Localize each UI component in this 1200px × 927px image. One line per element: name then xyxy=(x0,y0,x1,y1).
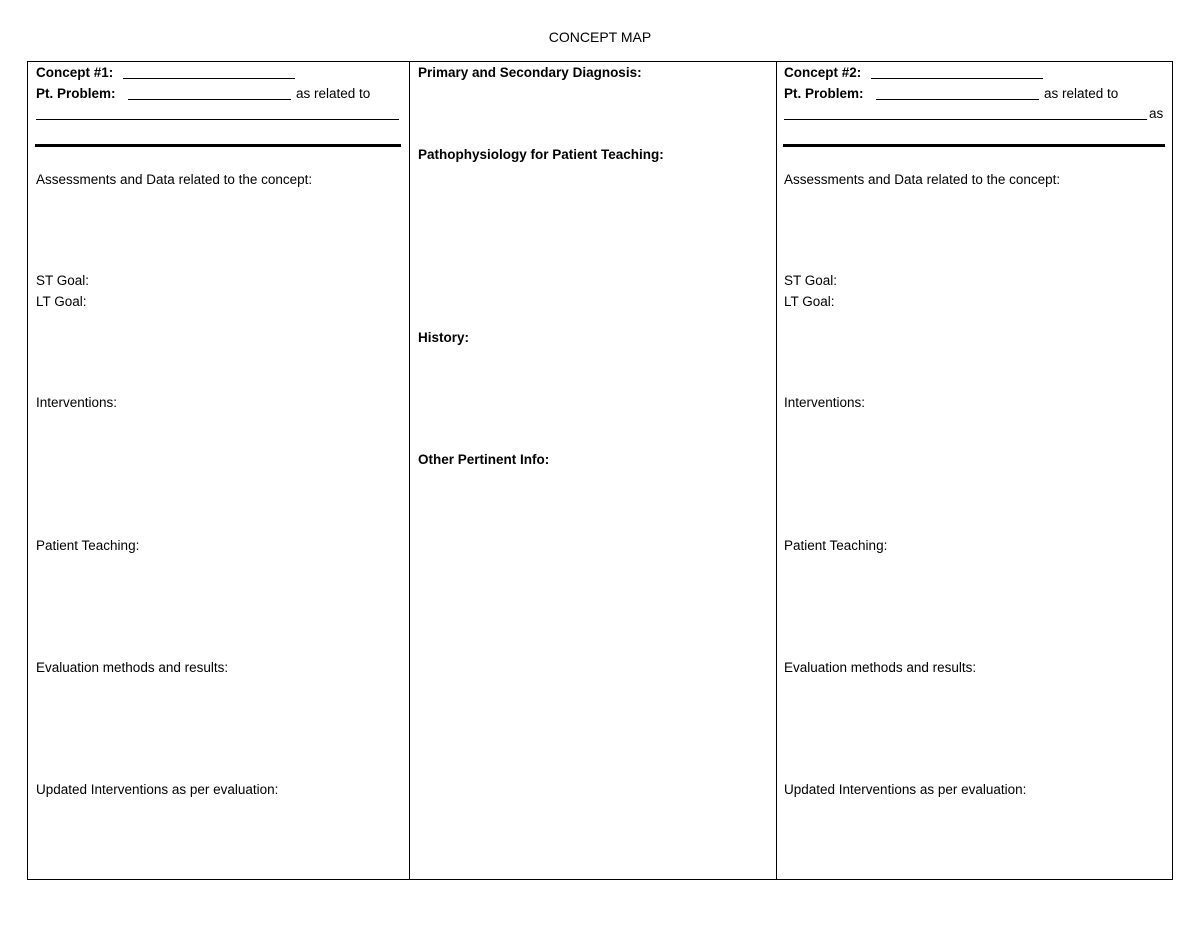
concept-1-st-goal-label: ST Goal: xyxy=(36,273,90,288)
concept-2-related-blank[interactable] xyxy=(784,119,1147,120)
concept-2-problem-label: Pt. Problem: xyxy=(784,86,864,101)
page-title: CONCEPT MAP xyxy=(548,29,652,45)
concept-1-divider xyxy=(35,144,401,147)
concept-2-interventions-label: Interventions: xyxy=(784,395,866,410)
concept-1-blank[interactable] xyxy=(123,78,295,79)
concept-2-label: Concept #2: xyxy=(784,65,862,80)
concept-1-problem-label: Pt. Problem: xyxy=(36,86,116,101)
concept-2-problem-blank[interactable] xyxy=(876,99,1039,100)
concept-1-updated-interventions-label: Updated Interventions as per evaluation: xyxy=(36,782,279,797)
concept-2-blank[interactable] xyxy=(871,78,1043,79)
concept-2-as-suffix: as xyxy=(1149,106,1164,121)
concept-2-related-to: as related to xyxy=(1044,86,1119,101)
concept-1-patient-teaching-label: Patient Teaching: xyxy=(36,538,140,553)
concept-1-assessments-label: Assessments and Data related to the concept: xyxy=(36,172,313,187)
concept-2-divider xyxy=(783,144,1165,147)
pathophysiology-label: Pathophysiology for Patient Teaching: xyxy=(418,147,664,162)
column-divider-left xyxy=(409,61,410,880)
concept-2-evaluation-label: Evaluation methods and results: xyxy=(784,660,977,675)
concept-2-updated-interventions-label: Updated Interventions as per evaluation: xyxy=(784,782,1027,797)
concept-1-label: Concept #1: xyxy=(36,65,114,80)
other-info-label: Other Pertinent Info: xyxy=(418,452,550,467)
concept-2-assessments-label: Assessments and Data related to the concept: xyxy=(784,172,1061,187)
concept-2-st-goal-label: ST Goal: xyxy=(784,273,838,288)
concept-2-lt-goal-label: LT Goal: xyxy=(784,294,835,309)
concept-2-patient-teaching-label: Patient Teaching: xyxy=(784,538,888,553)
concept-1-evaluation-label: Evaluation methods and results: xyxy=(36,660,229,675)
diagnosis-label: Primary and Secondary Diagnosis: xyxy=(418,65,642,80)
concept-1-problem-blank[interactable] xyxy=(128,99,291,100)
concept-1-related-to: as related to xyxy=(296,86,371,101)
concept-1-lt-goal-label: LT Goal: xyxy=(36,294,87,309)
column-divider-right xyxy=(776,61,777,880)
history-label: History: xyxy=(418,330,470,345)
concept-1-interventions-label: Interventions: xyxy=(36,395,118,410)
concept-1-related-blank[interactable] xyxy=(36,119,399,120)
